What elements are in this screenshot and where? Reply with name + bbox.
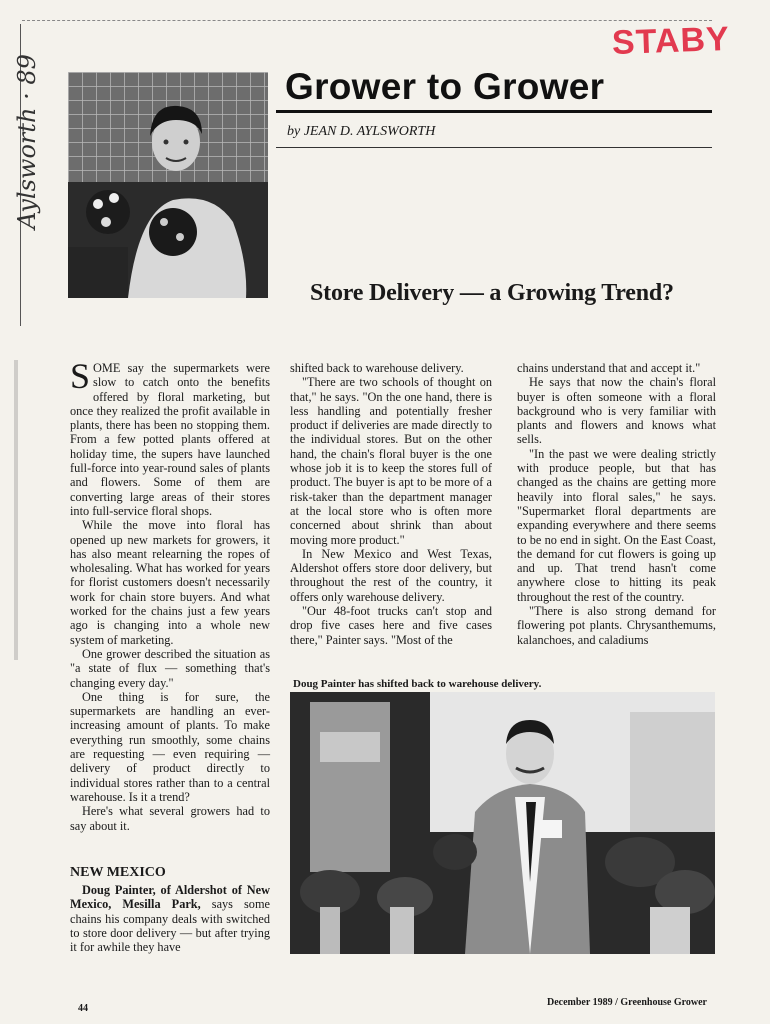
byline: by JEAN D. AYLSWORTH	[287, 124, 436, 139]
column-3	[517, 361, 716, 647]
section-heading-new-mexico: NEW MEXICO	[70, 865, 166, 880]
paragraph	[70, 883, 270, 954]
byline-rule	[276, 147, 712, 148]
author-photo	[68, 72, 268, 298]
doug-painter-photo	[290, 692, 715, 954]
staby-stamp: STABY	[611, 19, 731, 63]
column-1	[70, 356, 270, 833]
paragraph: He says that now the chain's floral buyer is often someone with a floral background who is very familiar with plants and flowers and knows what sells.	[517, 375, 716, 447]
paragraph	[70, 356, 270, 518]
photo-caption: Doug Painter has shifted back to warehouse delivery.	[293, 678, 542, 690]
top-rule	[22, 20, 712, 21]
lead-in: Doug Painter, of Aldershot of New Mexico, Mesilla Park,	[70, 883, 270, 912]
paragraph: One grower described the situation as "a state of flux — something that's changing every day."	[70, 646, 270, 690]
paragraph: In New Mexico and West Texas, Aldershot offers store door delivery, but throughout the rest of the country, it offers only warehouse delivery.	[290, 546, 492, 604]
handwritten-note: Aylsworth · 89	[13, 54, 41, 229]
paragraph: "Our 48-foot trucks can't stop and drop five cases here and five cases there," Painter says. "Most of the	[290, 604, 492, 647]
issue-footer: December 1989 / Greenhouse Grower	[547, 997, 707, 1008]
paragraph: One thing is for sure, the supermarkets are handling an ever-increasing amount of plants. To make everything run smoothly, some chains are requesting — even requiring — delivery of product directly to individual stores rather than to a central warehouse. Is it a trend?	[70, 689, 270, 804]
paragraph: "In the past we were dealing strictly with produce people, but that has changed as the chains are getting more heavily into floral sales," he says. "Supermarket floral departments are expanding everywhere and there seems to be no end in sight. On the East Coast, the demand for cut flowers is going up and up. That trend hasn't come anywhere close to hitting its peak throughout the rest of the country.	[517, 446, 716, 604]
paragraph: While the move into floral has opened up new markets for growers, it has also meant relearning the ropes of wholesaling. What has worked for years for florist customers doesn't necessarily work for chain store buyers. And what worked for the chains just a few years ago is changing into a whole new system of marketing.	[70, 518, 270, 647]
paragraph: "There is also strong demand for flowering pot plants. Chrysanthemums, kalanchoes, and caladiums	[517, 604, 716, 647]
paragraph-text: says some chains his company deals with switched to store door delivery — but after trying it for awhile they have	[70, 897, 270, 955]
paragraph: Here's what several growers had to say about it.	[70, 804, 270, 833]
paragraph: "There are two schools of thought on that," he says. "On the one hand, there is less handling and potentially fresher product if deliveries are made directly to the individual stores. But on the other hand, the chain's floral buyer is the one whose job it is to keep the stores full of product. The buyer is apt to be more of a risk-taker than the department manager at the local store who is often more concerned about shrink than about moving more product."	[290, 375, 492, 547]
scan-margin-shadow	[14, 360, 18, 660]
paragraph: shifted back to warehouse delivery.	[290, 361, 464, 375]
author-photo-drawing	[68, 72, 268, 298]
paragraph: chains understand that and accept it."	[517, 361, 701, 375]
page-title: Grower to Grower	[285, 66, 605, 107]
paragraph-text: OME say the supermarkets were slow to catch onto the benefits offered by floral marketing, but once they realized the profit available in plants, there has been no stopping them. From a few potted plants offered at holiday time, the supers have launched full-force into year-round sales of plants and flowers. Some of them are converting large areas of their stores into full-service floral shops.	[70, 361, 270, 518]
doug-painter-photo-drawing	[290, 692, 715, 954]
drop-cap: S	[70, 356, 91, 396]
column-2	[290, 361, 492, 647]
article-headline: Store Delivery — a Growing Trend?	[310, 280, 674, 306]
title-rule	[276, 110, 712, 113]
page-number: 44	[78, 1003, 88, 1014]
new-mexico-body	[70, 883, 270, 954]
